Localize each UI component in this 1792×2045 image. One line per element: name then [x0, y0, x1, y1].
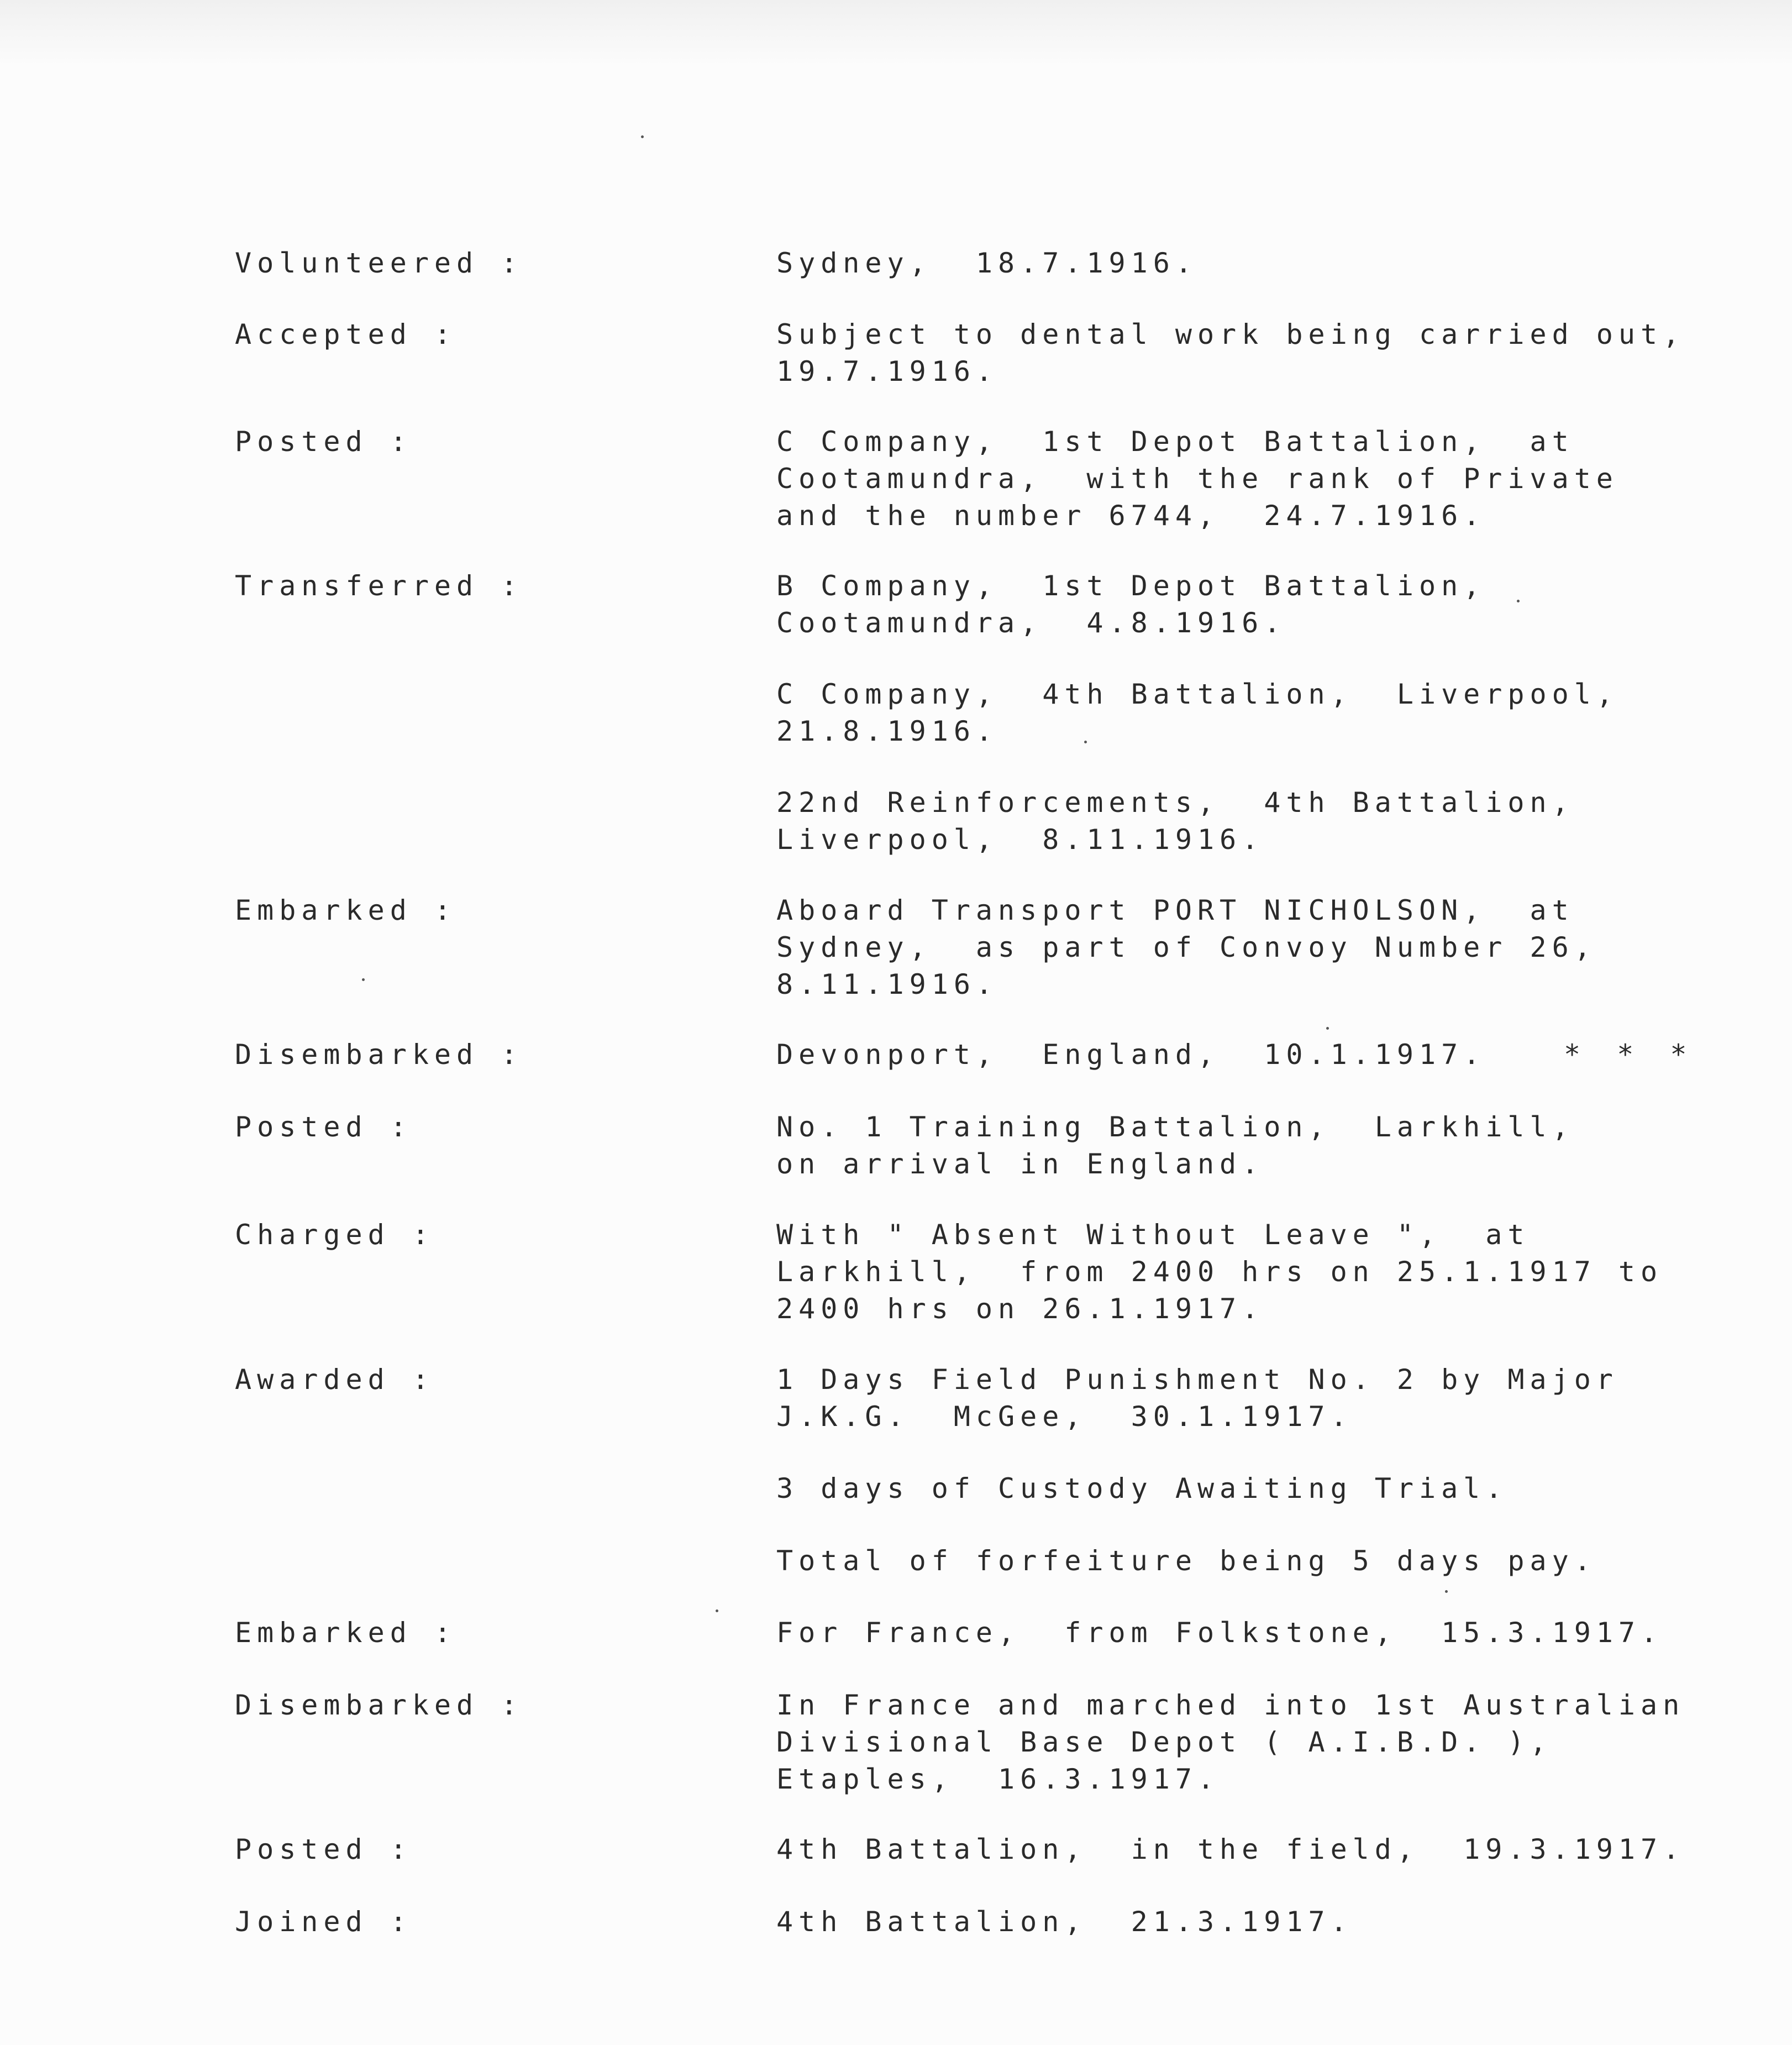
record-line: With " Absent Without Leave ", at	[776, 1219, 1530, 1251]
record-line: B Company, 1st Depot Battalion,	[776, 570, 1486, 602]
record-line: Total of forfeiture being 5 days pay.	[776, 1545, 1596, 1577]
record-line: 3 days of Custody Awaiting Trial.	[776, 1472, 1508, 1504]
scan-shadow	[0, 0, 1792, 66]
record-line: Divisional Base Depot ( A.I.B.D. ),	[776, 1726, 1552, 1758]
record-value	[776, 1216, 1683, 1328]
scan-speck	[1445, 1590, 1448, 1593]
record-line: Sydney, 18.7.1916.	[776, 247, 1197, 279]
record-label: Posted :	[235, 1833, 412, 1865]
record-line: Cootamundra, 4.8.1916.	[776, 607, 1286, 639]
record-line: on arrival in England.	[776, 1148, 1264, 1180]
record-line: Devonport, England, 10.1.1917.	[776, 1039, 1486, 1071]
record-label: Awarded :	[235, 1364, 434, 1396]
record-value	[776, 1904, 1683, 1941]
record-label: Charged :	[235, 1219, 434, 1251]
record-label: Embarked :	[235, 1617, 457, 1649]
record-line: Liverpool, 8.11.1916.	[776, 824, 1264, 856]
scan-speck	[362, 978, 365, 981]
scan-speck	[1084, 741, 1087, 743]
record-line: J.K.G. McGee, 30.1.1917.	[776, 1401, 1353, 1433]
record-value	[776, 423, 1683, 534]
record-line: Sydney, as part of Convoy Number 26,	[776, 931, 1596, 963]
record-line: 22nd Reinforcements, 4th Battalion,	[776, 786, 1574, 819]
record-value	[776, 892, 1683, 1003]
record-line: 8.11.1916.	[776, 968, 999, 1000]
record-line: Larkhill, from 2400 hrs on 25.1.1917 to	[776, 1256, 1663, 1288]
record-value	[776, 245, 1683, 282]
record-value	[776, 1470, 1683, 1507]
record-line: Subject to dental work being carried out,	[776, 318, 1685, 350]
record-line: C Company, 1st Depot Battalion, at	[776, 426, 1574, 458]
record-line: 2400 hrs on 26.1.1917.	[776, 1293, 1264, 1325]
record-line: 21.8.1916.	[776, 715, 999, 747]
record-label: Volunteered :	[235, 247, 523, 279]
record-line: Cootamundra, with the rank of Private	[776, 463, 1618, 495]
record-line: 4th Battalion, in the field, 19.3.1917.	[776, 1833, 1685, 1865]
record-line: 19.7.1916.	[776, 355, 999, 387]
record-value	[776, 1361, 1683, 1435]
record-line: Etaples, 16.3.1917.	[776, 1763, 1220, 1795]
scan-speck	[716, 1609, 718, 1612]
record-label: Joined :	[235, 1906, 412, 1938]
record-value	[776, 1614, 1683, 1651]
record-label: Posted :	[235, 426, 412, 458]
record-value	[776, 568, 1683, 642]
record-line: Aboard Transport PORT NICHOLSON, at	[776, 894, 1574, 926]
record-label: Posted :	[235, 1111, 412, 1143]
record-value	[776, 1036, 1683, 1073]
record-value	[776, 1109, 1683, 1183]
record-label: Transferred :	[235, 570, 523, 602]
scan-speck	[1517, 600, 1520, 602]
record-line: 4th Battalion, 21.3.1917.	[776, 1906, 1353, 1938]
record-line: In France and marched into 1st Australian	[776, 1689, 1685, 1721]
record-line: C Company, 4th Battalion, Liverpool,	[776, 678, 1618, 710]
record-line: For France, from Folkstone, 15.3.1917.	[776, 1617, 1663, 1649]
scan-speck	[1326, 1027, 1329, 1030]
record-label: Disembarked :	[235, 1039, 523, 1071]
record-value	[776, 676, 1683, 750]
record-value	[776, 1543, 1683, 1580]
record-label: Accepted :	[235, 318, 457, 350]
record-line: and the number 6744, 24.7.1916.	[776, 500, 1486, 532]
record-label: Disembarked :	[235, 1689, 523, 1721]
record-value	[776, 316, 1683, 390]
record-value	[776, 1687, 1683, 1798]
asterisk-note: * * *	[1564, 1039, 1697, 1071]
record-value	[776, 784, 1683, 858]
record-value	[776, 1831, 1683, 1868]
record-line: No. 1 Training Battalion, Larkhill,	[776, 1111, 1574, 1143]
scan-speck	[641, 135, 644, 138]
record-label: Embarked :	[235, 894, 457, 926]
record-line: 1 Days Field Punishment No. 2 by Major	[776, 1364, 1618, 1396]
